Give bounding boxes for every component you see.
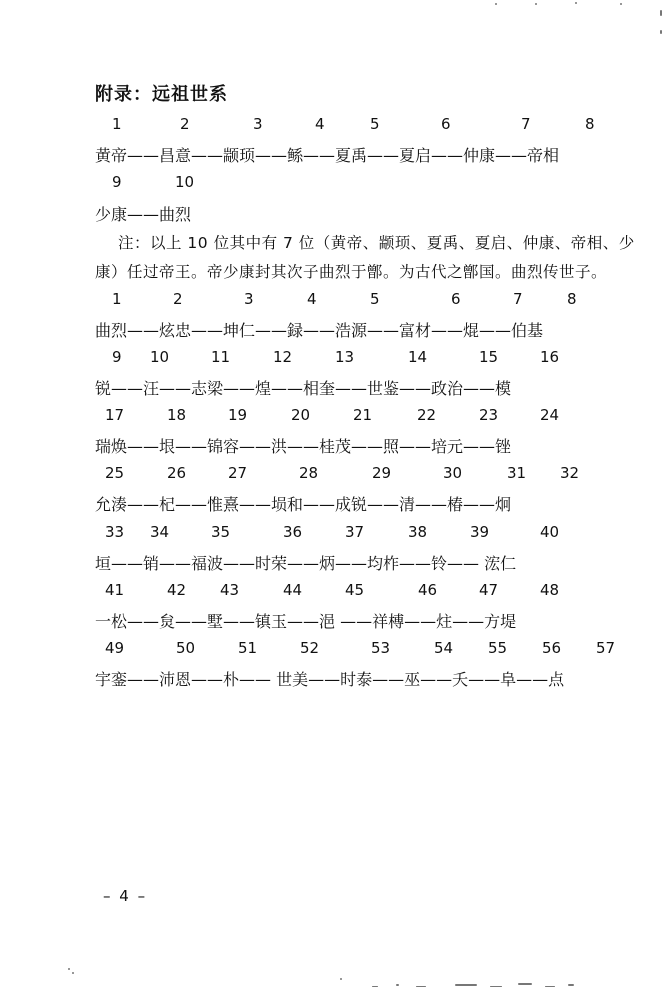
generation-number: 23 — [479, 406, 499, 424]
page-number: – 4 – — [103, 887, 148, 905]
generation-number: 30 — [443, 464, 463, 482]
generation-number: 16 — [540, 348, 560, 366]
scan-speck — [620, 3, 622, 5]
generation-number: 13 — [335, 348, 355, 366]
generation-number: 53 — [371, 639, 391, 657]
generation-number: 36 — [283, 523, 303, 541]
scan-speck — [72, 972, 74, 974]
generation-number: 21 — [353, 406, 373, 424]
ancestor-row-2-names: 少康——曲烈 — [95, 205, 192, 224]
scan-speck — [568, 984, 574, 986]
generation-number: 31 — [507, 464, 527, 482]
generation-number: 24 — [540, 406, 560, 424]
scan-speck — [416, 986, 426, 987]
generation-number: 54 — [434, 639, 454, 657]
generation-number: 34 — [150, 523, 170, 541]
generation-number: 14 — [408, 348, 428, 366]
generation-number: 3 — [253, 115, 263, 133]
generation-number: 39 — [470, 523, 490, 541]
scan-speck — [535, 3, 537, 5]
ancestor-row-1-names: 黄帝——昌意——颛顼——鲧——夏禹——夏启——仲康——帝相 — [95, 146, 560, 165]
generation-number: 29 — [372, 464, 392, 482]
generation-number: 5 — [370, 290, 380, 308]
generation-number: 47 — [479, 581, 499, 599]
generation-number: 46 — [418, 581, 438, 599]
scan-speck — [455, 984, 477, 986]
generation-number: 35 — [211, 523, 231, 541]
generation-number: 1 — [112, 290, 122, 308]
generation-number: 56 — [542, 639, 562, 657]
generation-number: 32 — [560, 464, 580, 482]
generation-number: 48 — [540, 581, 560, 599]
generation-number: 8 — [585, 115, 595, 133]
generation-number: 26 — [167, 464, 187, 482]
generation-number: 40 — [540, 523, 560, 541]
lineage-row-7-names: 宇銮——沛恩——朴—— 世美——时泰——巫——夭——阜——点 — [95, 670, 565, 689]
lineage-row-5-names: 垣——销——福波——时荣——炳——均柞——铃—— 浤仁 — [95, 554, 517, 573]
generation-number: 8 — [567, 290, 577, 308]
generation-number: 43 — [220, 581, 240, 599]
appendix-title: 附录：远祖世系 — [95, 84, 228, 105]
generation-number: 52 — [300, 639, 320, 657]
generation-number: 9 — [112, 173, 122, 191]
generation-number: 2 — [173, 290, 183, 308]
generation-number: 27 — [228, 464, 248, 482]
generation-number: 7 — [521, 115, 531, 133]
generation-number: 55 — [488, 639, 508, 657]
generation-number: 7 — [513, 290, 523, 308]
scan-speck — [396, 984, 399, 986]
generation-number: 37 — [345, 523, 365, 541]
scan-speck — [495, 3, 497, 5]
scan-speck — [490, 986, 502, 987]
lineage-row-1-names: 曲烈——炫忠——坤仁——録——浩源——富材——焜——伯基 — [95, 321, 544, 340]
generation-number: 25 — [105, 464, 125, 482]
scan-speck — [575, 2, 577, 4]
scan-speck — [68, 968, 70, 970]
generation-number: 12 — [273, 348, 293, 366]
note-line-1: 注：以上 10 位其中有 7 位（黄帝、颛顼、夏禹、夏启、仲康、帝相、少 — [118, 234, 635, 252]
generation-number: 51 — [238, 639, 258, 657]
generation-number: 45 — [345, 581, 365, 599]
lineage-row-2-names: 锐——汪——志梁——煌——相奎——世鉴——政治——模 — [95, 379, 512, 398]
generation-number: 5 — [370, 115, 380, 133]
scan-speck — [660, 30, 662, 34]
note-line-2: 康）任过帝王。帝少康封其次子曲烈于鄫。为古代之鄫国。曲烈传世子。 — [95, 263, 608, 281]
generation-number: 20 — [291, 406, 311, 424]
generation-number: 6 — [441, 115, 451, 133]
generation-number: 3 — [244, 290, 254, 308]
scan-speck — [372, 986, 378, 987]
generation-number: 10 — [175, 173, 195, 191]
generation-number: 50 — [176, 639, 196, 657]
generation-number: 1 — [112, 115, 122, 133]
scan-speck — [340, 978, 342, 980]
generation-number: 4 — [315, 115, 325, 133]
generation-number: 57 — [596, 639, 616, 657]
generation-number: 18 — [167, 406, 187, 424]
generation-number: 38 — [408, 523, 428, 541]
generation-number: 2 — [180, 115, 190, 133]
generation-number: 49 — [105, 639, 125, 657]
generation-number: 42 — [167, 581, 187, 599]
generation-number: 19 — [228, 406, 248, 424]
scan-speck — [545, 986, 555, 987]
lineage-row-6-names: 一松——炱——墅——镇玉——浥 ——祥榑——炷——方堤 — [95, 612, 517, 631]
lineage-row-4-names: 允湊——杞——惟熹——埙和——成锐——清——椿——炯 — [95, 495, 512, 514]
scan-speck — [660, 10, 662, 16]
generation-number: 33 — [105, 523, 125, 541]
lineage-row-3-names: 瑞焕——垠——锦容——洪——桂茂——照——培元——锉 — [95, 437, 512, 456]
generation-number: 17 — [105, 406, 125, 424]
generation-number: 28 — [299, 464, 319, 482]
generation-number: 4 — [307, 290, 317, 308]
generation-number: 41 — [105, 581, 125, 599]
generation-number: 9 — [112, 348, 122, 366]
scan-speck — [518, 983, 532, 985]
generation-number: 11 — [211, 348, 231, 366]
generation-number: 6 — [451, 290, 461, 308]
generation-number: 22 — [417, 406, 437, 424]
generation-number: 44 — [283, 581, 303, 599]
generation-number: 15 — [479, 348, 499, 366]
generation-number: 10 — [150, 348, 170, 366]
